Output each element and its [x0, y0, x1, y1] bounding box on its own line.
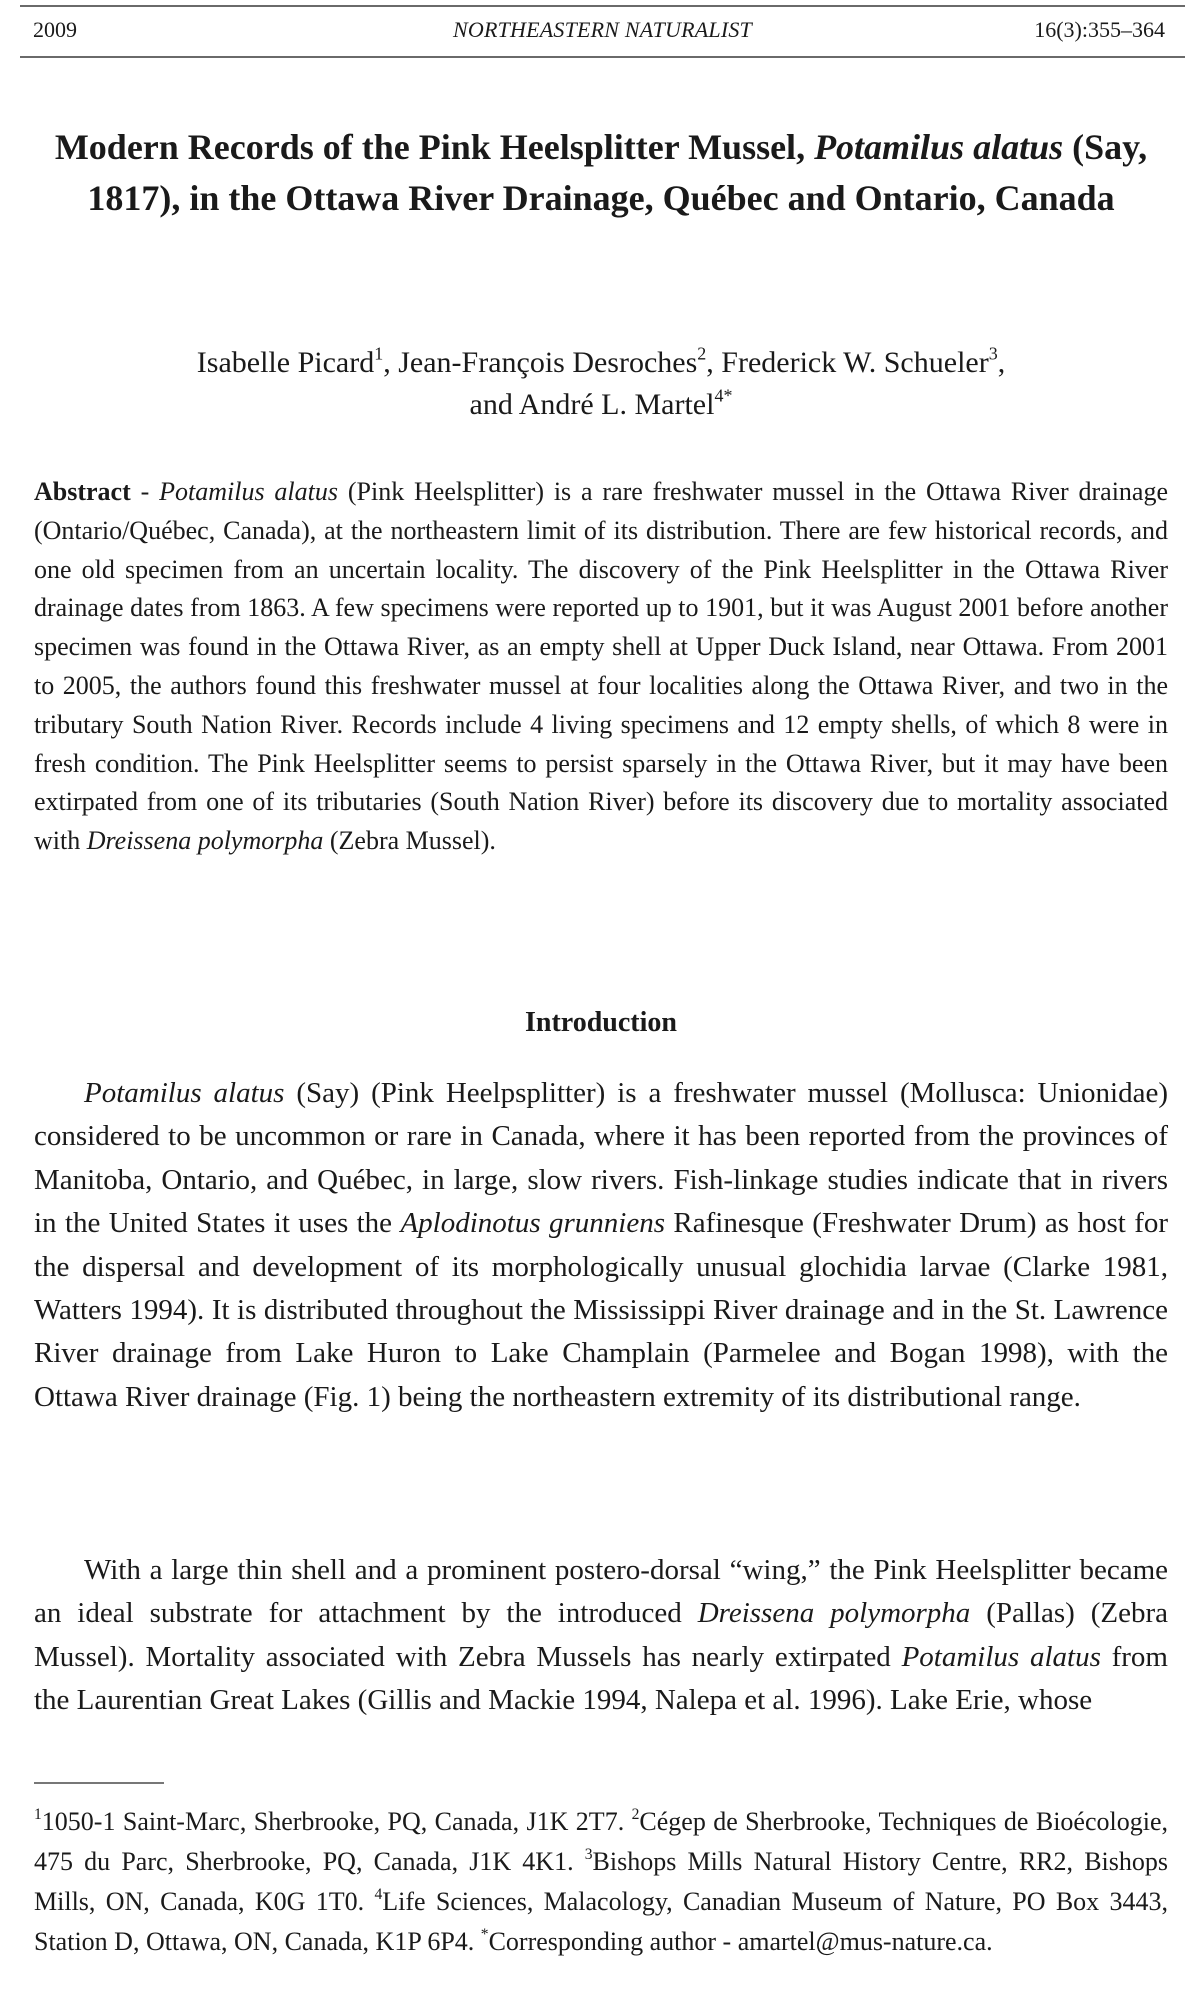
text-run: , [997, 346, 1006, 379]
author-affiliations-footnote [34, 1802, 1168, 1962]
author-list [34, 342, 1168, 426]
text-run: (Pallas) (Zebra Mussel). Mortality associated with Zebra Mussels has nearly extirpated [34, 1597, 1169, 1673]
abstract [34, 473, 1168, 861]
affiliation-marker: 2 [697, 343, 707, 364]
italic-text: Dreissena polymorpha [697, 1597, 971, 1630]
text-run: - [130, 477, 160, 506]
italic-text: Potamilus alatus [159, 477, 338, 506]
affiliation-marker: 2 [631, 1806, 640, 1824]
affiliation-marker: 3 [584, 1846, 593, 1864]
text-run: With a large thin shell and a prominent postero-dorsal “wing,” the Pink Heelsplitter became an ideal substrate for attachment by the introduced [34, 1554, 1168, 1630]
italic-text: Potamilus alatus [901, 1640, 1101, 1673]
text-run: Cégep de Sherbrooke, Techniques de Bioécologie, 475 du Parc, Sherbrooke, PQ, Canada, J1K 4K1. [34, 1807, 1168, 1876]
text-run: Modern Records of the Pink Heelsplitter Mussel, [54, 127, 815, 167]
text-run: Rafinesque (Freshwater Drum) as host for the dispersal and development of its morphologically unusual glochidia larvae (Clarke 1981, Watters 1994). It is distributed throughout the Mississippi River drainage and in the St. Lawrence River drainage from Lake Huron to Lake Champlain (Parmelee and Bogan 1998), with the Ottawa River drainage (Fig. 1) being the northeastern extremity of its distributional range. [34, 1207, 1169, 1413]
affiliation-marker: 3 [988, 343, 998, 364]
running-head [20, 5, 1185, 58]
journal-name: NORTHEASTERN NATURALIST [453, 17, 752, 42]
text-run: 1050-1 Saint-Marc, Sherbrooke, PQ, Canada, J1K 2T7. [41, 1807, 632, 1836]
footnote-divider [34, 1782, 164, 1784]
text-run: Life Sciences, Malacology, Canadian Museum of Nature, PO Box 3443, Station D, Ottawa, ON, Canada, K1P 6P4. [34, 1887, 1168, 1956]
text-run: Corresponding author - amartel@mus-nature.ca. [488, 1927, 993, 1956]
italic-text: Potamilus alatus [814, 127, 1064, 167]
text-run: Isabelle Picard [196, 346, 375, 379]
affiliation-marker: 1 [34, 1806, 42, 1824]
text-run: and André L. Martel [469, 388, 715, 421]
text-run: from the Laurentian Great Lakes (Gillis and Mackie 1994, Nalepa et al. 1996). Lake Erie, whose [34, 1640, 1168, 1717]
affiliation-marker: 4 [374, 1886, 383, 1904]
publication-year: 2009 [33, 17, 77, 42]
italic-text: Potamilus alatus [84, 1077, 285, 1109]
introduction-paragraph [34, 1072, 1168, 1419]
text-run: (Pink Heelsplitter) is a rare freshwater mussel in the Ottawa River drainage (Ontario/Québec, Canada), at the northeastern limit of its distribution. There are few historical records, and one old specimen from an uncertain locality. The discovery of the Pink Heelsplitter in the Ottawa River drainage dates from 1863. A few specimens were reported up to 1901, but it was August 2001 before another specimen was found in the Ottawa River, as an empty shell at Upper Duck Island, near Ottawa. From 2001 to 2005, the authors found this freshwater mussel at four localities along the Ottawa River, and two in the tributary South Nation River. Records include 4 living specimens and 12 empty shells, of which 8 were in fresh condition. The Pink Heelsplitter seems to persist sparsely in the Ottawa River, but it may have been extirpated from one of its tributaries (South Nation River) before its discovery due to mortality associated with [34, 477, 1169, 856]
text-run: , Jean-François Desroches [383, 346, 698, 379]
article-title [34, 122, 1168, 224]
text-run: , Frederick W. Schueler [706, 346, 989, 379]
bold-label: Abstract [34, 477, 131, 506]
volume-pages: 16(3):355–364 [1034, 17, 1165, 42]
affiliation-marker: 1 [374, 343, 384, 364]
italic-text: Aplodinotus grunniens [400, 1207, 666, 1240]
text-run: (Say, 1817), in the Ottawa River Drainage, Québec and Ontario, Canada [87, 127, 1148, 218]
text-run: Bishops Mills Natural History Centre, RR2, Bishops Mills, ON, Canada, K0G 1T0. [34, 1847, 1168, 1916]
section-heading-introduction: Introduction [525, 1007, 677, 1038]
italic-text: Dreissena polymorpha [86, 826, 324, 856]
text-run: (Zebra Mussel). [323, 826, 496, 856]
introduction-paragraph [34, 1549, 1168, 1723]
affiliation-marker: * [480, 1926, 489, 1944]
text-run: (Say) (Pink Heelpsplitter) is a freshwater mussel (Mollusca: Unionidae) considered to be uncommon or rare in Canada, where it has been reported from the provinces of Manitoba, Ontario, and Québec, in large, slow rivers. Fish-linkage studies indicate that in rivers in the United States it uses the [34, 1077, 1168, 1240]
affiliation-marker: 4* [714, 385, 733, 406]
